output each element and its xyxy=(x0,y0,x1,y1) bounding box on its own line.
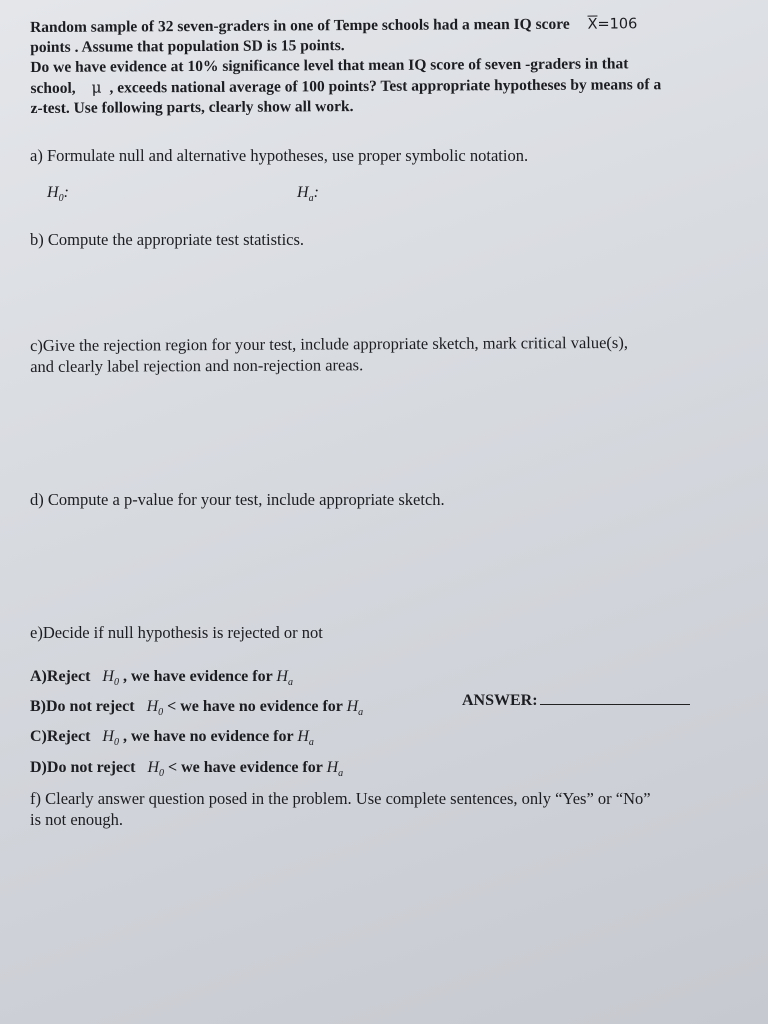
choice-d-ha xyxy=(326,758,344,779)
choice-c-h0 xyxy=(102,728,119,749)
choice-d-sub: 0 xyxy=(159,767,164,779)
mean-value: =106 xyxy=(597,16,638,33)
choice-b-h0 xyxy=(146,698,164,719)
part-f-line-1: f) Clearly answer question posed in the problem. Use complete sentences, only “Yes” or “No” xyxy=(30,789,651,808)
intro-line-3: Do we have evidence at 10% significance level that mean IQ score of seven -graders in that xyxy=(30,55,629,76)
choice-b-sub2: a xyxy=(358,707,364,719)
choice-d-sub2: a xyxy=(338,767,344,779)
sample-mean xyxy=(588,16,638,32)
null-hypothesis-label xyxy=(47,184,69,204)
choice-c-ha xyxy=(297,728,314,749)
answer-field xyxy=(462,690,690,710)
choice-c-h2: H xyxy=(297,728,309,746)
choice-c-text: , we have no evidence for xyxy=(118,728,298,746)
part-e-question: e)Decide if null hypothesis is rejected or not xyxy=(30,623,323,642)
choice-c-sub: 0 xyxy=(113,737,119,749)
choice-b-ha xyxy=(346,698,364,719)
choice-c-label: C)Reject xyxy=(30,728,91,746)
part-c-line-2: and clearly label rejection and non-rejection areas. xyxy=(30,355,364,376)
choice-d xyxy=(30,756,755,786)
problem-intro xyxy=(30,14,756,119)
ha-sub: a xyxy=(308,193,314,205)
choice-a-sub2: a xyxy=(287,677,293,689)
alt-hypothesis-label xyxy=(297,184,319,204)
choice-a-ha xyxy=(276,668,293,689)
xbar-symbol: $\overline{X}$ xyxy=(587,16,598,33)
mu-symbol: μ xyxy=(91,78,102,97)
intro-text-4a: school, xyxy=(30,79,76,97)
part-f-line-2: is not enough. xyxy=(30,810,124,829)
part-f-question xyxy=(30,788,768,830)
ha-letter: H xyxy=(297,184,309,201)
part-a-question: a) Formulate null and alternative hypotheses, use proper symbolic notation. xyxy=(30,146,529,165)
intro-text-4b: , exceeds national average of 100 points? Test appropriate hypotheses by means of a xyxy=(109,76,662,97)
intro-line-5: z-test. Use following parts, clearly show all work. xyxy=(30,98,354,117)
choice-c-h: H xyxy=(102,728,114,746)
part-b-question: b) Compute the appropriate test statistics. xyxy=(30,230,305,249)
choice-a-h0 xyxy=(102,668,119,689)
choice-d-h0 xyxy=(147,758,164,779)
choice-c xyxy=(30,725,755,755)
ha-colon: : xyxy=(313,184,319,201)
intro-line-4 xyxy=(30,74,755,99)
choice-b-text: < we have no evidence for xyxy=(163,698,347,716)
choice-a-sub: 0 xyxy=(113,677,119,689)
part-c-question xyxy=(30,331,755,377)
part-d-question: d) Compute a p-value for your test, include appropriate sketch. xyxy=(30,490,445,509)
choice-a-h2: H xyxy=(276,668,288,685)
h0-colon: : xyxy=(63,184,69,201)
part-c-line-1: c)Give the rejection region for your test, include appropriate sketch, mark critical value(s), xyxy=(30,332,628,355)
h0-letter: H xyxy=(47,184,59,201)
choice-a-h: H xyxy=(102,668,114,685)
choice-b-sub: 0 xyxy=(158,707,164,719)
choice-d-text: < we have evidence for xyxy=(164,758,327,776)
choice-a-label: A)Reject xyxy=(30,668,91,685)
choice-d-h: H xyxy=(147,758,159,776)
answer-choices xyxy=(30,665,755,786)
choice-a-text: , we have evidence for xyxy=(118,668,277,685)
h0-sub: 0 xyxy=(58,193,64,205)
choice-d-label: D)Do not reject xyxy=(30,758,136,776)
choice-d-h2: H xyxy=(326,758,339,776)
choice-b-h: H xyxy=(146,698,159,716)
choice-b-h2: H xyxy=(346,698,359,716)
choice-c-sub2: a xyxy=(308,737,314,749)
answer-blank-line[interactable] xyxy=(540,690,690,705)
intro-line-2: points . Assume that population SD is 15 points. xyxy=(30,37,345,56)
choice-b-label: B)Do not reject xyxy=(30,698,135,716)
answer-label: ANSWER: xyxy=(462,692,538,709)
intro-text-1: Random sample of 32 seven-graders in one of Tempe schools had a mean IQ score xyxy=(30,15,570,36)
